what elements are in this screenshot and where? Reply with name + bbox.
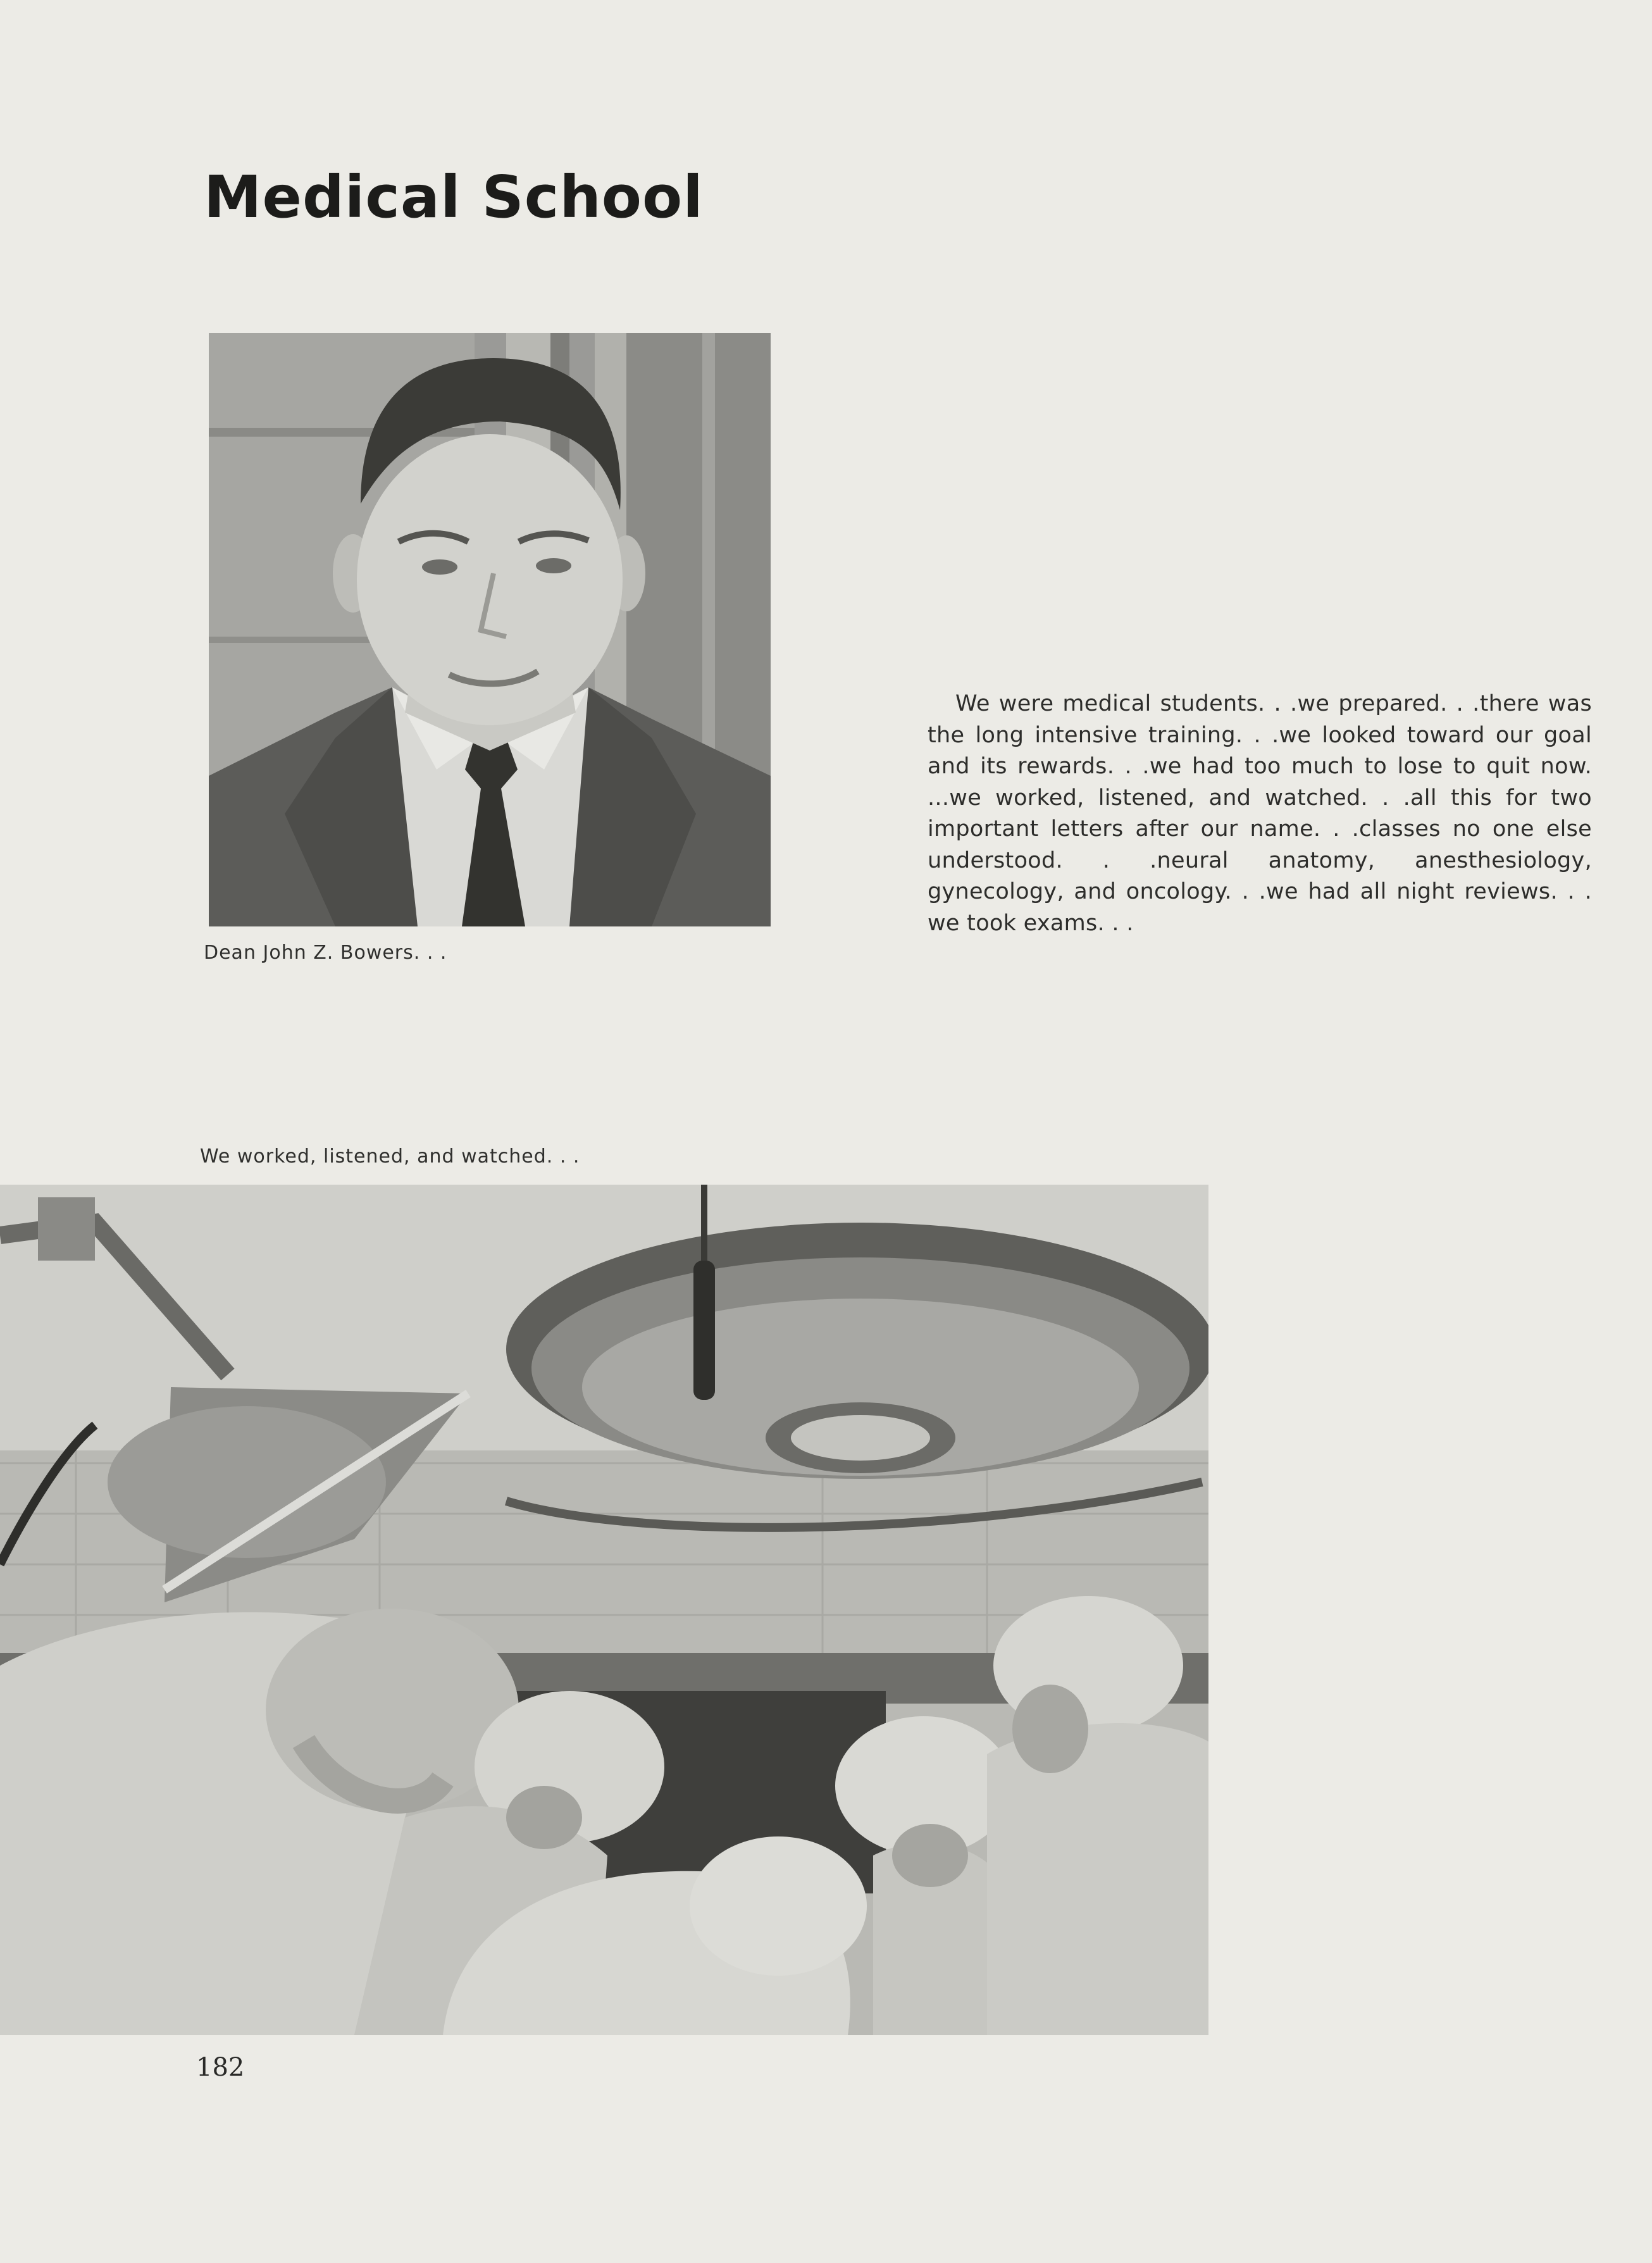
dean-portrait-photo [209,333,771,926]
page-number: 182 [196,2053,245,2082]
surgery-photo-caption: We worked, listened, and watched. . . [200,1145,580,1168]
surgery-photo [0,1185,1208,2035]
portrait-caption: Dean John Z. Bowers. . . [204,942,447,964]
body-paragraph: We were medical students. . .we prepared. . .there was the long intensive training. . .we looked toward our goal and its rewards. . .we had too much to lose to quit now. ...we worked, listened, and watched. . .all this for two important letters after our name. . .classes no one else understood. . .neural anatomy, anesthesiology, gynecology, and oncology. . .we had all night reviews. . . we took exams. . . [928,691,1592,936]
page-title: Medical School [204,163,704,231]
